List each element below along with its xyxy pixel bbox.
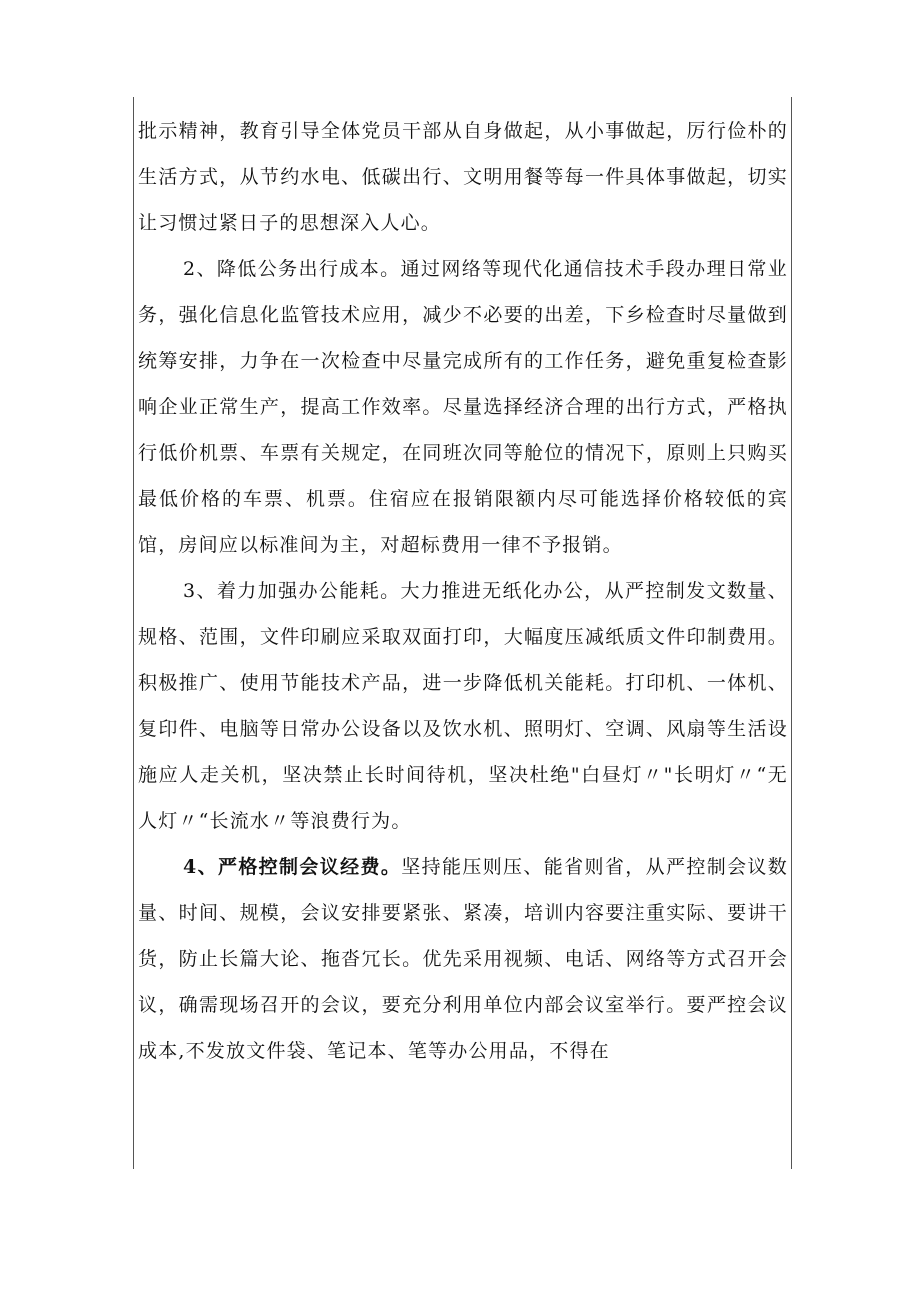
document-body — [138, 108, 788, 1074]
paragraph-travel-cost — [138, 246, 788, 568]
paragraph-text: 2、降低公务出行成本。通过网络等现代化通信技术手段办理日常业务，强化信息化监管技术应用，减少不必要的出差，下乡检查时尽量做到统筹安排，力争在一次检查中尽量完成所有的工作任务，避免重复检查影响企业正常生产，提高工作效率。尽量选择经济合理的出行方式，严格执行低价机票、车票有关规定，在同班次同等舱位的情况下，原则上只购买最低价格的车票、机票。住宿应在报销限额内尽可能选择价格较低的宾馆，房间应以标准间为主，对超标费用一律不予报销。 — [138, 258, 788, 556]
table-border-right — [791, 97, 792, 1169]
paragraph-text: 3、着力加强办公能耗。大力推进无纸化办公，从严控制发文数量、规格、范围，文件印刷应采取双面打印，大幅度压减纸质文件印制费用。积极推广、使用节能技术产品，进一步降低机关能耗。打印机、一体机、复印件、电脑等日常办公设备以及饮水机、照明灯、空调、风扇等生活设施应人走关机，坚决禁止长时间待机，坚决杜绝"白昼灯〃"长明灯〃“无人灯〃“长流水〃等浪费行为。 — [138, 580, 788, 832]
paragraph-text: 批示精神，教育引导全体党员干部从自身做起，从小事做起，厉行俭朴的生活方式，从节约水电、低碳出行、文明用餐等每一件具体事做起，切实让习惯过紧日子的思想深入人心。 — [138, 120, 788, 234]
paragraph-continuation — [138, 108, 788, 246]
paragraph-text: 坚持能压则压、能省则省，从严控制会议数量、时间、规模，会议安排要紧张、紧凑，培训内容要注重实际、要讲干货，防止长篇大论、拖沓冗长。优先采用视频、电话、网络等方式召开会议，确需现场召开的会议，要充分利用单位内部会议室举行。要严控会议成本,不发放文件袋、笔记本、笔等办公用品，不得在 — [138, 856, 788, 1062]
paragraph-office-energy — [138, 568, 788, 844]
paragraph-meeting-expense — [138, 844, 788, 1074]
paragraph-lead-heading: 4、严格控制会议经费。 — [183, 856, 402, 878]
table-border-left — [133, 97, 134, 1169]
